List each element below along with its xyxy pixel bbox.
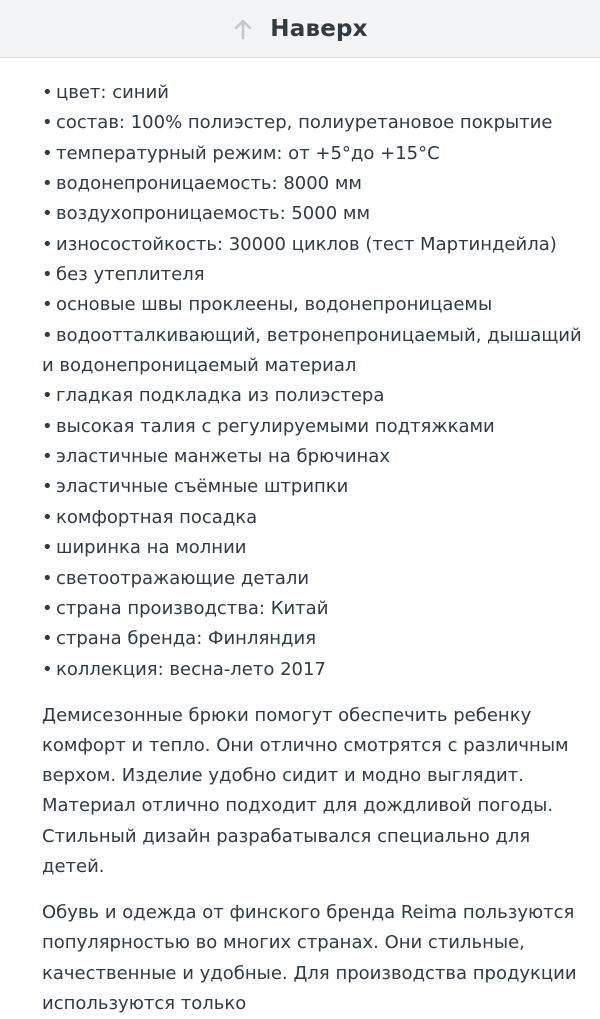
list-item: • водонепроницаемость: 8000 мм [42, 173, 363, 195]
list-item: • комфортная посадка [42, 506, 258, 528]
product-description [42, 78, 587, 1019]
back-to-top-label: Наверх [270, 15, 368, 42]
feature-list [42, 78, 587, 685]
list-item: • высокая талия с регулируемыми подтяжками [42, 415, 495, 437]
description-paragraph: Обувь и одежда от финского бренда Reima пользуются популярностью во многих странах. Они стильные, качественные и удобные. Для производства продукции используются только [42, 902, 577, 1014]
list-item: • ширинка на молнии [42, 537, 247, 559]
list-item: • без утеплителя [42, 264, 205, 286]
list-item: • температурный режим: от +5°до +15°С [42, 142, 440, 164]
arrow-up-icon [232, 18, 254, 40]
list-item: • эластичные манжеты на брючинах [42, 446, 390, 468]
list-item: • воздухопроницаемость: 5000 мм [42, 203, 371, 225]
list-item: • страна бренда: Финляндия [42, 628, 317, 650]
description-paragraph: Демисезонные брюки помогут обеспечить ребенку комфорт и тепло. Они отлично смотрятся с различным верхом. Изделие удобно сидит и модно выглядит. Материал отлично подходит для дождливой погоды. Стильный дизайн разрабатывался специально для детей. [42, 704, 569, 877]
list-item: • коллекция: весна-лето 2017 [42, 658, 326, 680]
list-item: • состав: 100% полиэстер, полиуретановое покрытие [42, 112, 553, 134]
list-item: • эластичные съёмные штрипки [42, 476, 349, 498]
list-item: • гладкая подкладка из полиэстера [42, 385, 385, 407]
list-item: • страна производства: Китай [42, 597, 329, 619]
list-item: • цвет: синий [42, 82, 169, 103]
list-item: • светоотражающие детали [42, 567, 310, 589]
back-to-top-bar[interactable] [0, 0, 600, 58]
list-item: • водоотталкивающий, ветронепроницаемый, дышащий и водонепроницаемый материал [42, 324, 582, 377]
list-item: • основые швы проклеены, водонепроницаемы [42, 294, 493, 316]
list-item: • износостойкость: 30000 циклов (тест Мартиндейла) [42, 233, 557, 255]
